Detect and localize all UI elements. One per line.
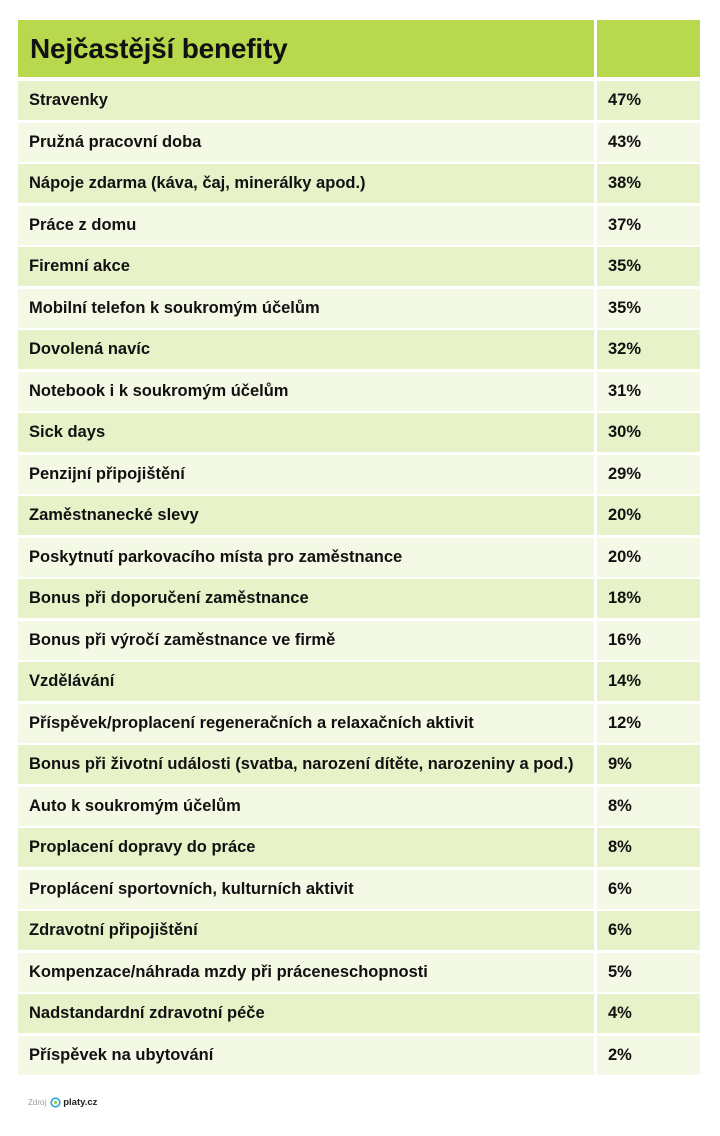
benefit-percentage: 35%: [597, 289, 700, 328]
benefit-percentage: 38%: [597, 164, 700, 203]
platy-logo-icon: [50, 1097, 61, 1108]
table-row: [18, 330, 700, 369]
table-row: [18, 579, 700, 618]
benefit-name: Notebook i k soukromým účelům: [18, 372, 594, 411]
benefit-percentage: 29%: [597, 455, 700, 494]
benefit-percentage: 9%: [597, 745, 700, 784]
benefit-percentage: 43%: [597, 123, 700, 162]
table-row: [18, 870, 700, 909]
benefit-name: Sick days: [18, 413, 594, 452]
benefit-percentage: 14%: [597, 662, 700, 701]
table-row: [18, 164, 700, 203]
benefit-name: Bonus při životní události (svatba, narození dítěte, narozeniny a pod.): [18, 745, 594, 784]
benefit-percentage: 47%: [597, 81, 700, 120]
table-row: [18, 953, 700, 992]
benefit-name: Proplacení dopravy do práce: [18, 828, 594, 867]
table-row: [18, 994, 700, 1033]
benefit-percentage: 5%: [597, 953, 700, 992]
benefit-percentage: 12%: [597, 704, 700, 743]
benefit-percentage: 6%: [597, 911, 700, 950]
table-row: [18, 247, 700, 286]
benefit-percentage: 18%: [597, 579, 700, 618]
benefit-percentage: 30%: [597, 413, 700, 452]
table-row: [18, 745, 700, 784]
table-row: [18, 81, 700, 120]
table-row: [18, 828, 700, 867]
table-row: [18, 372, 700, 411]
table-row: [18, 455, 700, 494]
benefit-name: Příspěvek na ubytování: [18, 1036, 594, 1075]
table-body: [18, 81, 700, 1075]
benefit-name: Bonus při výročí zaměstnance ve firmě: [18, 621, 594, 660]
source-label: Zdroj: [28, 1098, 47, 1107]
benefit-name: Vzdělávání: [18, 662, 594, 701]
benefit-name: Stravenky: [18, 81, 594, 120]
benefit-name: Dovolená navíc: [18, 330, 594, 369]
benefit-percentage: 31%: [597, 372, 700, 411]
benefit-name: Auto k soukromým účelům: [18, 787, 594, 826]
benefit-name: Nápoje zdarma (káva, čaj, minerálky apod.): [18, 164, 594, 203]
benefits-table: [18, 20, 700, 1077]
table-row: [18, 787, 700, 826]
benefit-percentage: 37%: [597, 206, 700, 245]
benefit-percentage: 20%: [597, 496, 700, 535]
table-row: [18, 538, 700, 577]
benefit-name: Zdravotní připojištění: [18, 911, 594, 950]
table-row: [18, 413, 700, 452]
benefit-percentage: 8%: [597, 828, 700, 867]
benefit-name: Penzijní připojištění: [18, 455, 594, 494]
benefit-percentage: 8%: [597, 787, 700, 826]
table-row: [18, 496, 700, 535]
table-row: [18, 123, 700, 162]
benefit-name: Mobilní telefon k soukromým účelům: [18, 289, 594, 328]
source-credit: [28, 1097, 97, 1108]
benefit-percentage: 35%: [597, 247, 700, 286]
benefit-name: Příspěvek/proplacení regeneračních a relaxačních aktivit: [18, 704, 594, 743]
benefit-percentage: 2%: [597, 1036, 700, 1075]
benefit-percentage: 4%: [597, 994, 700, 1033]
table-header: [18, 20, 700, 77]
benefit-percentage: 20%: [597, 538, 700, 577]
table-row: [18, 911, 700, 950]
benefit-name: Nadstandardní zdravotní péče: [18, 994, 594, 1033]
benefit-percentage: 16%: [597, 621, 700, 660]
benefit-name: Proplácení sportovních, kulturních aktivit: [18, 870, 594, 909]
table-row: [18, 662, 700, 701]
benefit-name: Pružná pracovní doba: [18, 123, 594, 162]
table-row: [18, 289, 700, 328]
benefit-percentage: 32%: [597, 330, 700, 369]
table-row: [18, 1036, 700, 1075]
table-row: [18, 206, 700, 245]
platy-logo-text: platy.cz: [63, 1097, 98, 1108]
benefit-name: Práce z domu: [18, 206, 594, 245]
benefit-name: Zaměstnanecké slevy: [18, 496, 594, 535]
benefit-name: Firemní akce: [18, 247, 594, 286]
table-title: Nejčastější benefity: [18, 20, 594, 77]
benefit-percentage: 6%: [597, 870, 700, 909]
benefit-name: Kompenzace/náhrada mzdy při práceneschopnosti: [18, 953, 594, 992]
benefit-name: Bonus při doporučení zaměstnance: [18, 579, 594, 618]
platy-logo: [50, 1097, 97, 1108]
table-row: [18, 621, 700, 660]
table-row: [18, 704, 700, 743]
header-value-cell: [597, 20, 700, 77]
benefit-name: Poskytnutí parkovacího místa pro zaměstnance: [18, 538, 594, 577]
